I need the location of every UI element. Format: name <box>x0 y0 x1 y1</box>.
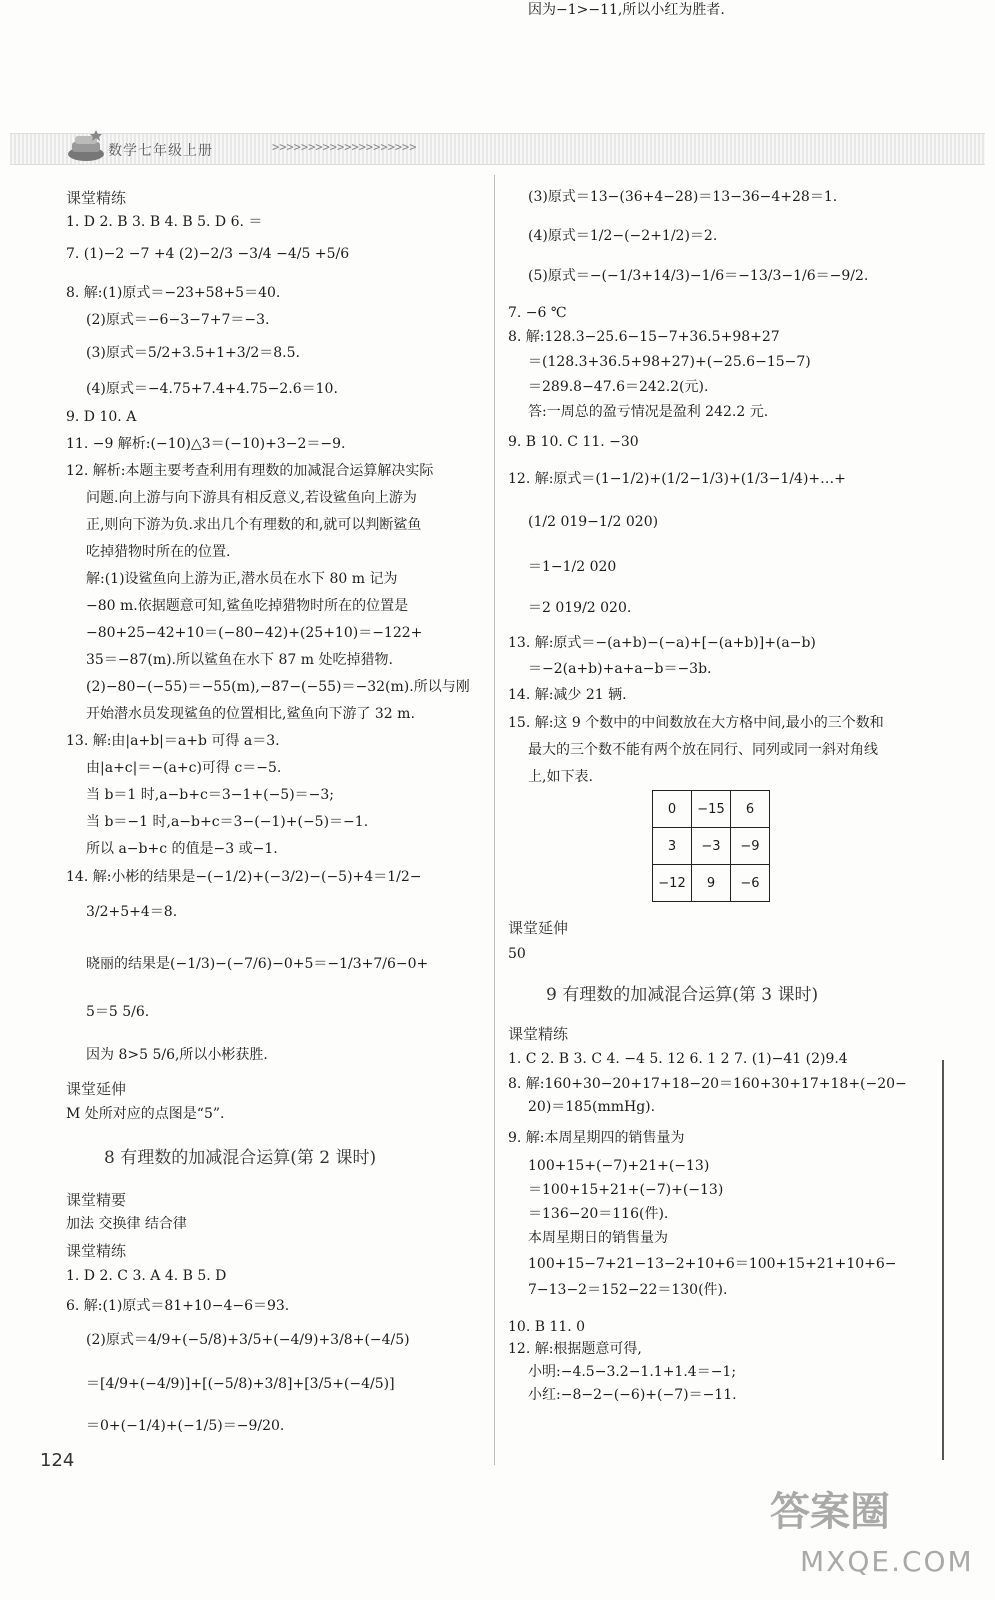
answer-line: 100+15+(−7)+21+(−13) <box>528 1158 710 1174</box>
answer-line: ＝289.8−47.6＝242.2(元). <box>528 379 709 395</box>
answer-line: 所以 a−b+c 的值是−3 或−1. <box>86 841 278 857</box>
answer-line: 11. −9 解析:(−10)△3＝(−10)+3−2＝−9. <box>66 436 346 452</box>
answer-line: 9. 解:本周星期四的销售量为 <box>508 1130 685 1146</box>
answer-line: ＝100+15+21+(−7)+(−13) <box>528 1182 724 1198</box>
answer-line: 50 <box>508 946 526 962</box>
answer-line: 当 b＝−1 时,a−b+c＝3−(−1)+(−5)＝−1. <box>86 814 369 830</box>
answer-line: 1. D 2. C 3. A 4. B 5. D <box>66 1268 227 1284</box>
answer-line: (5)原式＝−(−1/3+14/3)−1/6＝−13/3−1/6＝−9/2. <box>528 268 869 284</box>
section-heading: 课堂精练 <box>508 1025 569 1043</box>
answer-line: (4)原式＝−4.75+7.4+4.75−2.6＝10. <box>86 381 338 397</box>
answer-line: ＝136−20＝116(件). <box>528 1206 669 1222</box>
answer-line: 12. 解:原式＝(1−1/2)+(1/2−1/3)+(1/3−1/4)+…+ <box>508 471 846 487</box>
header-banner <box>10 133 985 165</box>
table-cell: −15 <box>692 791 731 828</box>
table-cell: 3 <box>653 828 692 865</box>
answer-line: 5＝5 5/6. <box>86 1004 150 1020</box>
answer-line: 14. 解:减少 21 辆. <box>508 687 627 703</box>
answer-line: 100+15−7+21−13−2+10+6＝100+15+21+10+6− <box>528 1256 897 1272</box>
answer-line: 3/2+5+4＝8. <box>86 904 178 920</box>
answer-line: 上,如下表. <box>528 769 593 785</box>
answer-line: 13. 解:由|a+b|＝a+b 可得 a＝3. <box>66 733 280 749</box>
answer-line: (1/2 019−1/2 020) <box>528 514 659 530</box>
answer-line: (2)原式＝4/9+(−5/8)+3/5+(−4/9)+3/8+(−4/5) <box>86 1332 410 1348</box>
book-title: 数学七年级上册 <box>108 143 213 159</box>
answer-line: 13. 解:原式＝−(a+b)−(−a)+[−(a+b)]+(a−b) <box>508 635 816 651</box>
lesson-title: 9 有理数的加减混合运算(第 3 课时) <box>546 985 819 1005</box>
answer-line: 14. 解:小彬的结果是−(−1/2)+(−3/2)−(−5)+4＝1/2− <box>66 869 422 885</box>
answer-line: 解:(1)设鲨鱼向上游为正,潜水员在水下 80 m 记为 <box>86 571 398 587</box>
answer-line: −80 m.依据题意可知,鲨鱼吃掉猎物时所在的位置是 <box>86 598 409 614</box>
answer-line: 加法 交换律 结合律 <box>66 1216 187 1232</box>
watermark <box>770 1480 980 1590</box>
section-heading: 课堂精要 <box>66 1191 127 1209</box>
answer-line: 正,则向下游为负.求出几个有理数的和,就可以判断鲨鱼 <box>86 517 422 533</box>
answer-line: 9. D 10. A <box>66 409 137 425</box>
answer-line: −80+25−42+10＝(−80−42)+(25+10)＝−122+ <box>86 625 423 641</box>
answer-line: 小明:−4.5−3.2−1.1+1.4＝−1; <box>528 1364 737 1380</box>
answer-line: 问题.向上游与向下游具有相反意义,若设鲨鱼向上游为 <box>86 490 417 506</box>
table-cell: 6 <box>731 791 770 828</box>
table-row <box>653 865 770 902</box>
answer-line: (3)原式＝13−(36+4−28)＝13−36−4+28＝1. <box>528 189 838 205</box>
answer-line: 10. B 11. 0 <box>508 1319 586 1335</box>
table-cell: −6 <box>731 865 770 902</box>
answer-line: 当 b＝1 时,a−b+c＝3−1+(−5)＝−3; <box>86 787 335 803</box>
answer-line: 晓丽的结果是(−1/3)−(−7/6)−0+5＝−1/3+7/6−0+ <box>86 956 429 972</box>
answer-line: (3)原式＝5/2+3.5+1+3/2＝8.5. <box>86 345 300 361</box>
answer-line: ＝1−1/2 020 <box>528 559 617 575</box>
answer-line: ＝−2(a+b)+a+a−b＝−3b. <box>528 661 712 677</box>
section-heading: 课堂延伸 <box>508 919 569 937</box>
answer-line: 35＝−87(m).所以鲨鱼在水下 87 m 处吃掉猎物. <box>86 652 393 668</box>
answer-line: 因为−1>−11,所以小红为胜者. <box>528 2 725 18</box>
table-row <box>653 828 770 865</box>
answer-line: 本周星期日的销售量为 <box>528 1230 668 1246</box>
table-row <box>653 791 770 828</box>
answer-line: 7. (1)−2 −7 +4 (2)−2/3 −3/4 −4/5 +5/6 <box>66 246 350 262</box>
section-heading: 课堂精练 <box>66 1242 127 1260</box>
answer-line: 开始潜水员发现鲨鱼的位置相比,鲨鱼向下游了 32 m. <box>86 706 415 722</box>
watermark-logo-text: 答案圈 <box>770 1489 890 1535</box>
page-edge-bar <box>942 1060 944 1460</box>
answer-line: 8. 解:128.3−25.6−15−7+36.5+98+27 <box>508 329 780 345</box>
answer-line: 20)＝185(mmHg). <box>528 1099 656 1115</box>
answer-line: ＝0+(−1/4)+(−1/5)＝−9/20. <box>86 1418 285 1434</box>
answer-line: 因为 8>5 5/6,所以小彬获胜. <box>86 1047 268 1063</box>
answer-line: 最大的三个数不能有两个放在同行、同列或同一斜对角线 <box>528 742 878 758</box>
books-logo-icon <box>66 128 106 164</box>
watermark-url: MXQE.COM <box>800 1545 974 1578</box>
answer-line: 12. 解析:本题主要考查利用有理数的加减混合运算解决实际 <box>66 463 434 479</box>
answer-line: (2)−80−(−55)＝−55(m),−87−(−55)＝−32(m).所以与刚 <box>86 679 470 695</box>
answer-line: 6. 解:(1)原式＝81+10−4−6＝93. <box>66 1298 290 1314</box>
table-cell: −12 <box>653 865 692 902</box>
section-heading: 课堂延伸 <box>66 1080 127 1098</box>
table-cell: −3 <box>692 828 731 865</box>
answer-line: (4)原式＝1/2−(−2+1/2)＝2. <box>528 228 718 244</box>
answer-line: 小红:−8−2−(−6)+(−7)＝−11. <box>528 1387 737 1403</box>
page-number: 124 <box>40 1450 75 1471</box>
section-heading: 课堂精练 <box>66 189 127 207</box>
answer-line: 由|a+c|＝−(a+c)可得 c＝−5. <box>86 760 282 776</box>
answer-line: (2)原式＝−6−3−7+7＝−3. <box>86 312 270 328</box>
lesson-title: 8 有理数的加减混合运算(第 2 课时) <box>104 1148 377 1168</box>
answer-line: 9. B 10. C 11. −30 <box>508 434 639 450</box>
answer-line: 1. C 2. B 3. C 4. −4 5. 12 6. 1 2 7. (1)−41 (2)9.4 <box>508 1051 848 1067</box>
table-cell: −9 <box>731 828 770 865</box>
answer-line: ＝[4/9+(−4/9)]+[(−5/8)+3/8]+[3/5+(−4/5)] <box>86 1376 395 1392</box>
table-cell: 0 <box>653 791 692 828</box>
answer-line: 8. 解:160+30−20+17+18−20＝160+30+17+18+(−20− <box>508 1076 907 1092</box>
answer-line: 12. 解:根据题意可得, <box>508 1341 642 1357</box>
magic-square-table <box>652 790 770 902</box>
answer-line: ＝(128.3+36.5+98+27)+(−25.6−15−7) <box>528 354 811 370</box>
answer-line: M 处所对应的点图是“5”. <box>66 1106 225 1122</box>
answer-line: 吃掉猎物时所在的位置. <box>86 544 231 560</box>
column-divider <box>494 175 495 1465</box>
answer-line: 7. −6 ℃ <box>508 305 567 321</box>
answer-line: 15. 解:这 9 个数中的中间数放在大方格中间,最小的三个数和 <box>508 715 884 731</box>
answer-line: 答:一周总的盈亏情况是盈利 242.2 元. <box>528 404 769 420</box>
answer-line: 8. 解:(1)原式＝−23+58+5＝40. <box>66 285 281 301</box>
answer-line: 7−13−2＝152−22＝130(件). <box>528 1282 728 1298</box>
answer-line: ＝2 019/2 020. <box>528 600 632 616</box>
table-cell: 9 <box>692 865 731 902</box>
header-arrows: >>>>>>>>>>>>>>>>>>>> <box>272 140 417 154</box>
answer-line: 1. D 2. B 3. B 4. B 5. D 6. ＝ <box>66 214 263 230</box>
